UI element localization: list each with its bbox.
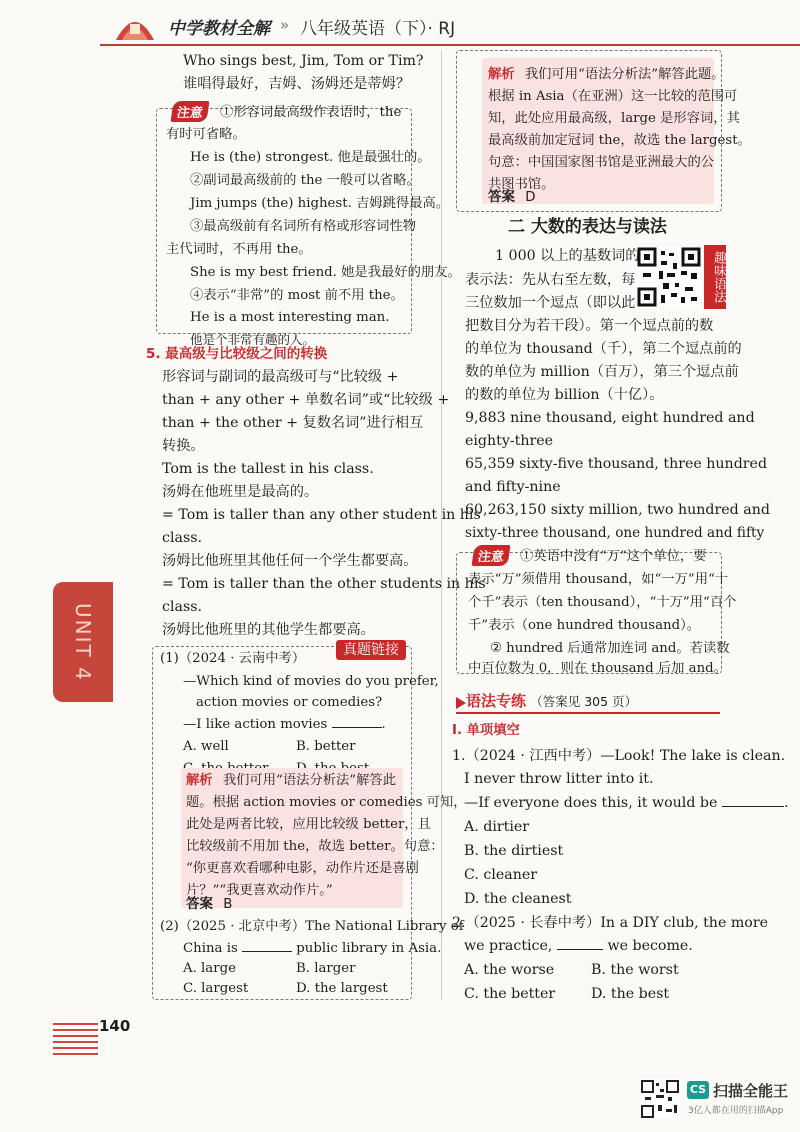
p-q1-answer-blank[interactable]	[722, 806, 784, 807]
analysis1-line-2: 题。根据 action movies or comedies 可知，	[186, 795, 467, 810]
q1-source: (1)（2024 · 云南中考）	[160, 651, 306, 666]
section5-line-6: 汤姆在他班里是最高的。	[162, 484, 319, 500]
note1-line-3: He is (the) strongest. 他是最强壮的。	[190, 150, 431, 165]
note1-line-9: ④表示“非常”的 most 前不用 the。	[190, 288, 404, 303]
note1-line-11: 他是个非常有趣的人。	[190, 332, 316, 347]
answer-1: B	[223, 897, 233, 912]
note2-line-5: ② hundred 后通常加连词 and。若读数	[490, 641, 730, 656]
fun-grammar-label: 趣味语法	[704, 245, 726, 309]
intro-chinese: 谁唱得最好，吉姆、汤姆还是蒂姆？	[183, 76, 411, 92]
practice-arrow-icon	[456, 694, 466, 704]
q2-answer-blank[interactable]	[242, 951, 292, 952]
section5-line-3: than + the other + 复数名词”进行相互	[162, 415, 424, 431]
p-q2-option-d: D. the best	[591, 986, 670, 1002]
note2-line-6: 中百位数为 0，则在 thousand 后加 and。	[468, 661, 727, 676]
watermark-qr-icon	[640, 1079, 680, 1119]
section2-line-5: 的单位为 thousand（千），第二个逗点前的	[465, 341, 742, 357]
p-q1-option-d: D. the cleanest	[464, 891, 572, 907]
p-q2-line-1	[452, 912, 768, 936]
section2-line-12: 60,263,150 sixty million, two hundred and	[465, 502, 770, 518]
section2-line-13: sixty-three thousand, one hundred and fifty	[465, 525, 765, 541]
p-q1-option-b: B. the dirtiest	[464, 843, 564, 859]
q2-text-2b: public library in Asia.	[296, 941, 442, 956]
practice-header	[466, 690, 637, 714]
q2-source: (2)（2025 · 北京中考）	[160, 919, 306, 934]
section2-line-4: 把数目分为若干段）。第一个逗点前的数	[465, 318, 714, 334]
note1-line-8: She is my best friend. 她是我最好的朋友。	[190, 265, 461, 280]
analysis2-line-3: 知，此处应用最高级，large 是形容词，其	[488, 111, 740, 126]
q1-option-b: B. better	[296, 739, 356, 754]
note-tag: 注意	[171, 101, 210, 122]
section5-line-10: = Tom is taller than the other students in his	[162, 576, 486, 592]
book-logo-icon	[112, 10, 158, 44]
p-q1-source: 1.（2024 · 江西中考）	[452, 748, 601, 764]
q1-answer-blank[interactable]	[332, 727, 382, 728]
section5-line-5: Tom is the tallest in his class.	[162, 461, 374, 477]
p-q2-option-b: B. the worst	[591, 962, 679, 978]
p-q2-text-2b: we become.	[607, 938, 693, 954]
p-q1-option-c: C. cleaner	[464, 867, 538, 883]
practice-title: 语法专练	[466, 692, 527, 710]
analysis1-line-4: 比较级前不用加 the，故选 better。句意：	[186, 839, 444, 854]
q1-line-3	[183, 714, 386, 736]
answer-2: D	[525, 190, 536, 205]
practice-answer-ref: （答案见 305 页）	[530, 694, 638, 709]
book-subtitle: 八年级英语（下）· RJ	[300, 19, 456, 39]
section2-line-9: eighty-three	[465, 433, 554, 449]
note2-line-4: 千”表示（one hundred thousand）。	[468, 618, 701, 633]
section2-line-10: 65,359 sixty-five thousand, three hundred	[465, 456, 768, 472]
intro-english: Who sings best, Jim, Tom or Tim?	[183, 53, 424, 69]
p-q1-line-1	[452, 745, 785, 769]
analysis2-text-1: 我们可用“语法分析法”解答此题。	[524, 67, 725, 82]
p-q1-option-a: A. dirtier	[464, 819, 530, 835]
q2-option-a: A. large	[183, 961, 236, 976]
note2-line-3: 个千”表示（ten thousand），“十万”用“百个	[468, 595, 737, 610]
part-1-title: Ⅰ. 单项填空	[452, 723, 520, 738]
section5-line-11: class.	[162, 599, 203, 615]
watermark-tagline: 3亿人都在用的扫描App	[688, 1106, 784, 1116]
analysis2-line-6: 共图书馆。	[488, 177, 555, 192]
section5-line-1: 形容词与副词的最高级可与“比较级 +	[162, 369, 399, 385]
section2-line-8: 9,883 nine thousand, eight hundred and	[465, 410, 755, 426]
note1-line-2: 有时可省略。	[166, 127, 246, 142]
p-q1-text-3: —If everyone does this, it would be	[464, 795, 718, 811]
unit-tab	[53, 582, 113, 702]
practice-divider	[456, 712, 720, 714]
p-q2-source: 2.（2025 · 长春中考）	[452, 915, 601, 931]
analysis2-line-4: 最高级前加定冠词 the，故选 the largest。	[488, 133, 751, 148]
section-2-title: 二 大数的表达与读法	[508, 217, 667, 237]
section2-line-6: 数的单位为 million（百万），第三个逗点前	[465, 364, 739, 380]
watermark-badge: CS	[687, 1081, 709, 1099]
book-title: 中学教材全解	[168, 19, 270, 39]
q1-line-1: —Which kind of movies do you prefer,	[183, 674, 439, 689]
page-number: 140	[99, 1017, 131, 1035]
analysis-tag: 解析	[186, 773, 213, 788]
section5-line-2: than + any other + 单数名词”或“比较级 +	[162, 392, 450, 408]
q1-line-3-text: —I like action movies	[183, 717, 328, 732]
q2-option-c: C. largest	[183, 981, 249, 996]
header-arrows: »	[280, 16, 290, 34]
note-tag-1-wrap	[172, 101, 208, 122]
answer1-row	[186, 893, 232, 916]
analysis1-line-1	[186, 770, 396, 792]
p-q2-text-2a: we practice,	[464, 938, 553, 954]
analysis1-line-6: 片？”“我更喜欢动作片。”	[186, 883, 333, 898]
analysis2-line-2: 根据 in Asia（在亚洲）这一比较的范围可	[488, 89, 738, 104]
section2-line-3: 三位数加一个逗点（即以此	[465, 295, 636, 311]
p-q2-answer-blank[interactable]	[557, 949, 603, 950]
p-q2-text-1: In a DIY club, the more	[600, 915, 769, 931]
answer-label-2: 答案	[488, 189, 515, 205]
p-q1-text-1: —Look! The lake is clean.	[600, 748, 786, 764]
note2-line-1: ①英语中没有“万”这个单位，要	[520, 549, 707, 564]
q1-option-a: A. well	[183, 739, 229, 754]
section5-line-12: 汤姆比他班里的其他学生都要高。	[162, 622, 375, 638]
answer2-row	[488, 186, 535, 209]
note2-line-2: 表示“万”须借用 thousand，如“一万”用“十	[468, 572, 729, 587]
q2-option-d: D. the largest	[296, 981, 388, 996]
section2-line-7: 的数的单位为 billion（十亿）。	[465, 387, 664, 403]
note1-line-5: Jim jumps (the) highest. 吉姆跳得最高。	[190, 196, 450, 211]
page-stripes-decoration	[53, 1020, 98, 1060]
note-tag-2-wrap	[473, 545, 509, 566]
section5-line-9: 汤姆比他班里其他任何一个学生都要高。	[162, 553, 418, 569]
q1-period: .	[381, 717, 386, 732]
analysis1-line-5: “你更喜欢看哪种电影，动作片还是喜剧	[186, 861, 419, 876]
analysis2-line-5: 句意：中国国家图书馆是亚洲最大的公	[488, 155, 715, 170]
exam-link-tag: 真题链接	[336, 640, 406, 660]
section2-line-11: and fifty-nine	[465, 479, 561, 495]
p-q1-line-2: I never throw litter into it.	[464, 771, 654, 787]
section2-line-2: 表示法：先从右至左数，每	[465, 272, 636, 288]
note1-line-6: ③最高级前有名词所有格或形容词性物	[190, 219, 417, 234]
q1-line-2: action movies or comedies?	[196, 695, 383, 710]
p-q1-period: .	[783, 795, 789, 811]
analysis1-text-1: 我们可用“语法分析法”解答此	[222, 773, 396, 788]
p-q2-line-2	[464, 935, 693, 959]
qr-code-icon[interactable]	[637, 247, 701, 307]
q2-text-2a: China is	[183, 941, 238, 956]
exam-tag-wrap	[336, 639, 406, 659]
section2-line-1: 1 000 以上的基数词的	[495, 248, 640, 264]
section-5-title: 5. 最高级与比较级之间的转换	[146, 346, 328, 362]
analysis1-line-3: 此处是两者比较，应用比较级 better，且	[186, 817, 431, 832]
p-q1-line-3	[464, 792, 788, 816]
note1-line-1: ①形容词最高级作表语时，the	[220, 105, 402, 120]
note1-line-7: 主代词时，不再用 the。	[166, 242, 312, 257]
watermark-app-name: 扫描全能王	[713, 1082, 789, 1100]
note1-line-10: He is a most interesting man.	[190, 310, 390, 325]
analysis2-line-1	[488, 64, 725, 86]
q2-option-b: B. larger	[296, 961, 356, 976]
q2-line-1	[160, 916, 464, 938]
note-tag-2: 注意	[472, 545, 511, 566]
q2-text-1: The National Library of	[305, 919, 464, 934]
q2-line-2	[183, 938, 441, 960]
p-q2-option-c: C. the better	[464, 986, 556, 1002]
section5-line-7: = Tom is taller than any other student in his	[162, 507, 481, 523]
section5-line-8: class.	[162, 530, 203, 546]
analysis-tag-2: 解析	[488, 67, 515, 82]
header-divider	[100, 44, 800, 46]
p-q2-option-a: A. the worse	[464, 962, 555, 978]
note1-line-4: ②副词最高级前的 the 一般可以省略。	[190, 173, 420, 188]
section5-line-4: 转换。	[162, 438, 205, 454]
unit-tab-label: UNIT 4	[71, 602, 95, 682]
answer-label: 答案	[186, 896, 213, 912]
